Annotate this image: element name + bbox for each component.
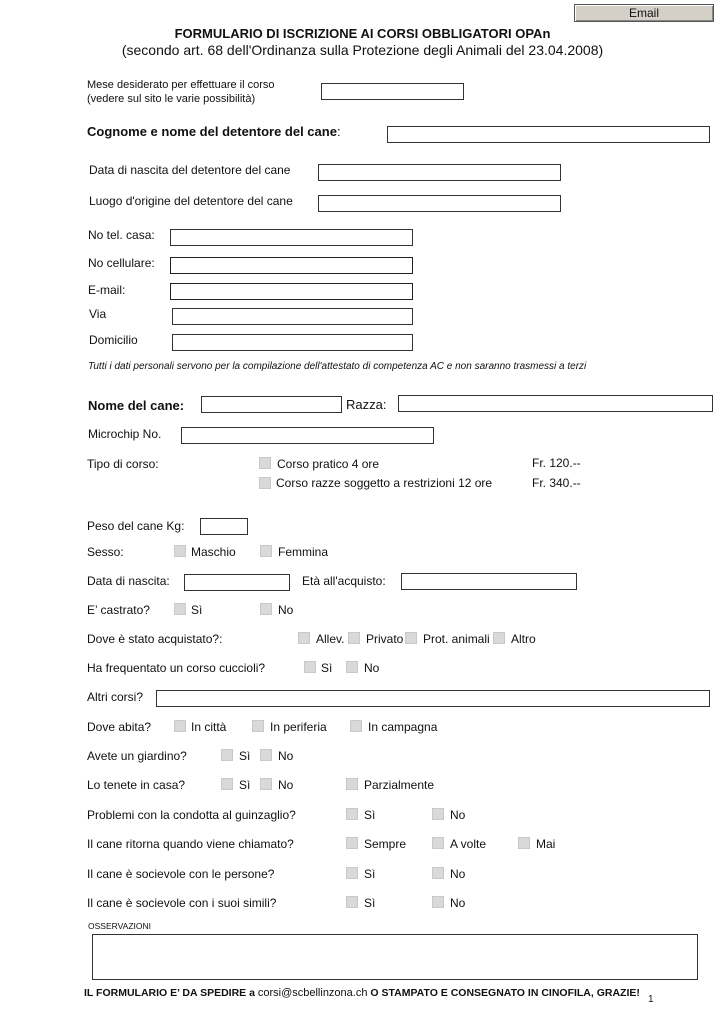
course-practical-price: Fr. 120.--: [532, 456, 581, 470]
garden-yes-checkbox[interactable]: [221, 749, 233, 761]
street-label: Via: [89, 307, 107, 321]
recall-always-checkbox[interactable]: [346, 837, 358, 849]
age-at-purchase-field[interactable]: [401, 573, 577, 590]
sex-male-label: Maschio: [191, 545, 236, 559]
live-country-label: In campagna: [368, 720, 438, 734]
course-restricted-label: Corso razze soggetto a restrizioni 12 ore: [276, 476, 493, 490]
dogs-no-label: No: [450, 896, 466, 910]
dogs-no-checkbox[interactable]: [432, 896, 444, 908]
acquired-label: Dove è stato acquistato?:: [87, 632, 223, 646]
indoor-partial-label: Parzialmente: [364, 778, 435, 792]
course-practical-label: Corso pratico 4 ore: [277, 457, 380, 471]
breed-label: Razza:: [346, 397, 387, 412]
weight-label: Peso del cane Kg:: [87, 519, 185, 533]
month-field[interactable]: [321, 83, 464, 100]
recall-always-label: Sempre: [364, 837, 407, 851]
acquired-private-label: Privato: [366, 632, 404, 646]
acquired-breeder-label: Allev.: [316, 632, 345, 646]
recall-sometimes-checkbox[interactable]: [432, 837, 444, 849]
neutered-no-checkbox[interactable]: [260, 603, 272, 615]
mobile-label: No cellulare:: [88, 256, 155, 270]
microchip-label: Microchip No.: [88, 427, 162, 441]
live-label: Dove abita?: [87, 720, 152, 734]
neutered-yes-checkbox[interactable]: [174, 603, 186, 615]
acquired-shelter-checkbox[interactable]: [405, 632, 417, 644]
month-hint: (vedere sul sito le varie possibilità): [87, 93, 256, 105]
people-yes-checkbox[interactable]: [346, 867, 358, 879]
course-type-label: Tipo di corso:: [87, 457, 159, 471]
acquired-breeder-checkbox[interactable]: [298, 632, 310, 644]
form-title: FORMULARIO DI ISCRIZIONE AI CORSI OBBLIGATORI OPAn: [174, 26, 551, 41]
course-practical-checkbox[interactable]: [259, 457, 271, 469]
other-courses-label: Altri corsi?: [87, 690, 144, 704]
neutered-label: E’ castrato?: [87, 603, 150, 617]
microchip-field[interactable]: [181, 427, 434, 444]
live-country-checkbox[interactable]: [350, 720, 362, 732]
indoor-no-checkbox[interactable]: [260, 778, 272, 790]
privacy-note: Tutti i dati personali servono per la compilazione dell'attestato di competenza AC e non saranno trasmessi a terzi: [88, 361, 587, 372]
leash-no-label: No: [450, 808, 466, 822]
email-field[interactable]: [170, 283, 413, 300]
street-field[interactable]: [172, 308, 413, 325]
puppy-course-yes-label: Sì: [321, 661, 333, 675]
acquired-other-label: Altro: [511, 632, 536, 646]
footer-note: IL FORMULARIO E’ DA SPEDIRE a corsi@scbellinzona.ch O STAMPATO E CONSEGNATO IN CINOFILA, GRAZIE!: [84, 987, 640, 999]
observations-field[interactable]: [92, 934, 698, 980]
puppy-course-no-checkbox[interactable]: [346, 661, 358, 673]
neutered-no-label: No: [278, 603, 294, 617]
owner-birth-date-field[interactable]: [318, 164, 561, 181]
leash-yes-label: Sì: [364, 808, 376, 822]
recall-never-label: Mai: [536, 837, 556, 851]
recall-never-checkbox[interactable]: [518, 837, 530, 849]
age-at-purchase-label: Età all'acquisto:: [302, 574, 386, 588]
garden-yes-label: Sì: [239, 749, 251, 763]
live-suburb-label: In periferia: [270, 720, 327, 734]
puppy-course-no-label: No: [364, 661, 380, 675]
recall-sometimes-label: A volte: [450, 837, 487, 851]
leash-yes-checkbox[interactable]: [346, 808, 358, 820]
acquired-other-checkbox[interactable]: [493, 632, 505, 644]
breed-field[interactable]: [398, 395, 713, 412]
email-button[interactable]: Email: [574, 4, 714, 22]
indoor-label: Lo tenete in casa?: [87, 778, 186, 792]
home-phone-field[interactable]: [170, 229, 413, 246]
live-city-checkbox[interactable]: [174, 720, 186, 732]
leash-no-checkbox[interactable]: [432, 808, 444, 820]
people-no-label: No: [450, 867, 466, 881]
dog-birth-date-label: Data di nascita:: [87, 574, 170, 588]
observations-label: OSSERVAZIONI: [88, 921, 151, 931]
email-label: E-mail:: [88, 283, 126, 297]
puppy-course-label: Ha frequentato un corso cuccioli?: [87, 661, 266, 675]
weight-field[interactable]: [200, 518, 248, 535]
acquired-private-checkbox[interactable]: [348, 632, 360, 644]
leash-label: Problemi con la condotta al guinzaglio?: [87, 808, 296, 822]
live-suburb-checkbox[interactable]: [252, 720, 264, 732]
garden-label: Avete un giardino?: [87, 749, 187, 763]
page-number: 1: [648, 994, 654, 1005]
indoor-partial-checkbox[interactable]: [346, 778, 358, 790]
owner-birth-date-label: Data di nascita del detentore del cane: [89, 163, 291, 177]
course-restricted-price: Fr. 340.--: [532, 476, 581, 490]
dog-name-label: Nome del cane:: [88, 398, 185, 413]
mobile-field[interactable]: [170, 257, 413, 274]
people-no-checkbox[interactable]: [432, 867, 444, 879]
dogs-yes-checkbox[interactable]: [346, 896, 358, 908]
course-restricted-checkbox[interactable]: [259, 477, 271, 489]
dogs-yes-label: Sì: [364, 896, 376, 910]
owner-origin-field[interactable]: [318, 195, 561, 212]
puppy-course-yes-checkbox[interactable]: [304, 661, 316, 673]
sex-male-checkbox[interactable]: [174, 545, 186, 557]
garden-no-label: No: [278, 749, 294, 763]
acquired-shelter-label: Prot. animali: [423, 632, 490, 646]
dog-birth-date-field[interactable]: [184, 574, 290, 591]
indoor-yes-checkbox[interactable]: [221, 778, 233, 790]
dogs-label: Il cane è socievole con i suoi simili?: [87, 896, 277, 910]
domicile-label: Domicilio: [89, 333, 138, 347]
recall-label: Il cane ritorna quando viene chiamato?: [87, 837, 294, 851]
sex-female-label: Femmina: [278, 545, 329, 559]
owner-origin-label: Luogo d'origine del detentore del cane: [89, 194, 293, 208]
sex-female-checkbox[interactable]: [260, 545, 272, 557]
live-city-label: In città: [191, 720, 227, 734]
footer-email: corsi@scbellinzona.ch: [257, 987, 368, 999]
sex-label: Sesso:: [87, 545, 124, 559]
month-label: Mese desiderato per effettuare il corso: [87, 79, 275, 91]
dog-name-field[interactable]: [201, 396, 342, 413]
other-courses-field[interactable]: [156, 690, 710, 707]
home-phone-label: No tel. casa:: [88, 228, 155, 242]
domicile-field[interactable]: [172, 334, 413, 351]
owner-name-field[interactable]: [387, 126, 710, 143]
indoor-yes-label: Sì: [239, 778, 251, 792]
owner-name-label: Cognome e nome del detentore del cane:: [87, 124, 341, 139]
form-subtitle: (secondo art. 68 dell'Ordinanza sulla Protezione degli Animali del 23.04.2008): [121, 42, 604, 58]
people-yes-label: Sì: [364, 867, 376, 881]
garden-no-checkbox[interactable]: [260, 749, 272, 761]
indoor-no-label: No: [278, 778, 294, 792]
people-label: Il cane è socievole con le persone?: [87, 867, 275, 881]
neutered-yes-label: Sì: [191, 603, 203, 617]
